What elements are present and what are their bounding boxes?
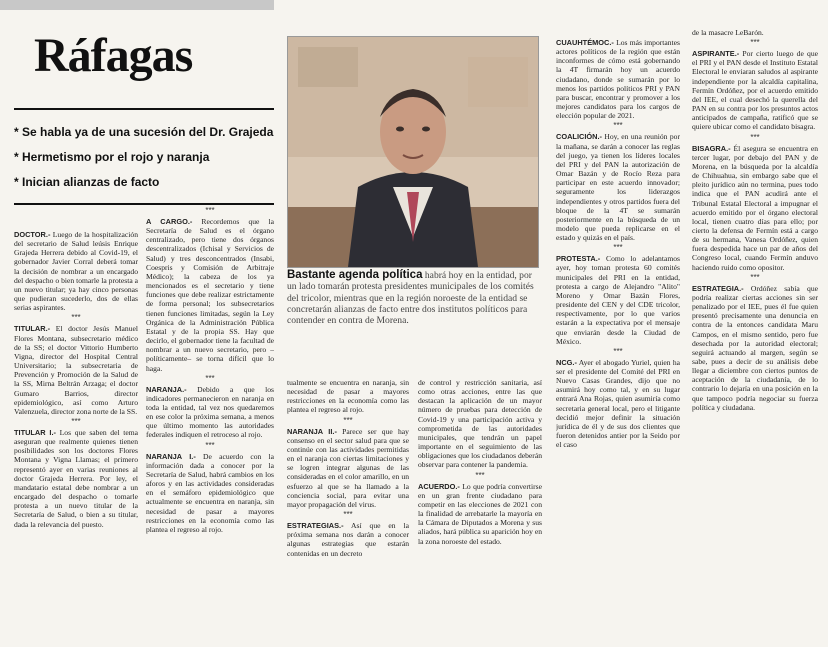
separator: *** xyxy=(205,440,215,450)
masthead-bar xyxy=(0,0,274,10)
column-5 xyxy=(556,38,680,640)
para-doctor: Luego de la hospitalización del secretario de Salud leúsis Enrique Grajeda Herrera debido al Covid-19, el gobernador Javier Corral deberá tomar la decisión de nombrar a un encargado del despacho o bien tomarle la protesta a un nuevo titular; ya hay cinco personas que pudieran sucederlo, dos de ellas serias aspirantes. xyxy=(14,230,138,313)
bullet-3: * Inician alianzas de facto xyxy=(14,175,160,189)
para-naranja: Debido a que los indicadores permanecieron en naranja en toda la entidad, tal vez nos quedaremos en ese color la próxima semana, a menos que último momento las autoridades federales indiquen el retroceso al rojo. xyxy=(146,384,274,440)
kw-ncg: NCG.- xyxy=(556,357,577,367)
politician-photo xyxy=(287,36,539,268)
kw-aspirante: ASPIRANTE.- xyxy=(692,49,740,59)
para-acuerdo: Lo que podría convertirse en un gran frente ciudadano para competir en las elecciones de 2021 con la finalidad de arrebatarle la mayoría en la Cámara de Diputados a Morena y sus aliados, hará pública su aparición hoy en la zona noroeste del estado. xyxy=(418,481,542,546)
separator: *** xyxy=(71,416,81,426)
para-naranja-ii: Parece ser que hay consenso en el sector salud para que se continúe con las actividades permitidas en el naranja con ciertas limitaciones y se logren integrar algunas de las consideradas en el color amarillo, en un esfuerzo al que se ha llamado a la conciencia social, para evitar una mayor propagación del virus. xyxy=(287,426,409,509)
caption-text: habrá hoy en la entidad, por un lado tomarán protesta presidentes municipales de los comités del tricolor, mientras que en la región noroeste de la entidad se concretarán alianzas de facto entre dos institutos políticos para contender en contra de Morena. xyxy=(287,270,534,327)
separator: *** xyxy=(205,373,215,383)
column-3 xyxy=(287,378,409,640)
kw-acuerdo: ACUERDO.- xyxy=(418,481,460,491)
separator: *** xyxy=(343,510,353,520)
kw-naranja-i: NARANJA I.- xyxy=(146,451,196,461)
para-protesta: Como lo adelantamos ayer, hoy toman protesta 60 comités municipales del PRI en la entidad, protesta a cargo de Alejandro "Alito" Moreno y Omar Bazán Flores, presidente del CEN y del CDE tricolor, respectivamente, por lo que varios estarán a la expectativa por el mensaje que enviarán desde la Ciudad de México. xyxy=(556,254,680,346)
kw-doctor: DOCTOR.- xyxy=(14,230,51,239)
bullet-2: * Hermetismo por el rojo y naranja xyxy=(14,150,210,164)
bullet-list xyxy=(14,120,274,195)
separator: *** xyxy=(71,313,81,323)
kw-protesta: PROTESTA.- xyxy=(556,254,601,264)
photo-caption xyxy=(287,270,539,326)
kw-cuauhtemoc: CUAUHTÉMOC.- xyxy=(556,38,614,47)
separator: *** xyxy=(750,38,760,48)
para-naranja-i: De acuerdo con la información dada a conocer por la Secretaría de Salud, habrá cambios en los aforos y en las actividades consideradas en el semáforo epidemiológico que actualmente se encuentra en naranja, sin necesidad de pasar a mayores restricciones en la economía como las plantea el regreso al rojo. xyxy=(146,451,274,534)
kw-naranja: NARANJA.- xyxy=(146,384,187,394)
para-lebaron: de la masacre LeBarón. xyxy=(692,28,764,37)
para-titular: El doctor Jesús Manuel Flores Montana, subsecretario médico de la SS; el doctor Vittorio Humberto Vigna, director del Hospital Central Universitario; la subsecretaria de Prevención y Promoción de la Salud de la SS, Mirna Beltrán Arzaga; el doctor Gumaro Barrios, director epidemiológico, así como Arturo Valenzuela, director zona norte de la SS. xyxy=(14,324,138,416)
para-coalicion: Hoy, en una reunión por la mañana, se darán a conocer las reglas del juego, ya tienen los líderes locales del PRI y del PAN la autorización de Omar Bazán y de Rocío Reza para participar en este acuerdo innovador; seguramente los liderazgos independientes y otros partidos fuera del bloque de la 4T se sumarán posteriormente en la búsqueda de un modelo que pueda replicarse en el estado y quizás en el país. xyxy=(556,132,680,243)
photo-illustration xyxy=(288,37,538,267)
caption-lead: Bastante agenda política xyxy=(287,269,423,281)
para-aspirante: Por cierto luego de que el PRI y el PAN desde el Instituto Estatal Electoral le enviaran saludos al aspirante independiente por la alcaldía capitalina, Fermín Ordóñez, por el acuerdo emitido del IEE, el cual desechó la querella del PAN en su contra por los presuntos actos anticipados de campaña, ratificó que se quiere ubicar como el candidato bisagra. xyxy=(692,49,818,132)
separator: *** xyxy=(613,346,623,356)
kw-coalicion: COALICIÓN.- xyxy=(556,132,602,142)
kw-a-cargo: A CARGO.- xyxy=(146,217,193,226)
kw-titular: TITULAR.- xyxy=(14,324,51,334)
para-estrategia: Ordóñez sabía que podría realizar ciertas acciones sin ser penalizado por el IEE, pues él fue quien presentó precisamente una denuncia en contra de la entonces candidata Maru Campos, en el mismo sentido, pero fue desechada por la autoridad electoral; seguirá actuando al margen, según se sabe, pues a decir de su análisis debe llegar a diciembre con ciertos puntos de aceptación de la ciudadanía, de lo contrario lo dejaría en una posición en la que tampoco podría negociar su fuerza política y ciudadana. xyxy=(692,283,818,412)
para-control: de control y restricción sanitaria, así como otras acciones, entre las que destacan la aplicación de un mayor número de pruebas para detección de Covid-19 y una participación activa y comprometida de las autoridades municipales, que tendrán un papel importante en el seguimiento de las obligaciones que los ciudadanos deberán observar para contener la pandemia. xyxy=(418,378,542,470)
para-cuauhtemoc: Los más importantes actores políticos de la región que están inconformes de cómo está gobernando la 4T firmarán hoy un acuerdo ciudadano, donde se sumarán por lo menos los partidos políticos PRI y PAN para buscar, encontrar y promover a los mejores candidatos para los cargos de elección popular de 2021. xyxy=(556,38,680,121)
title-rule xyxy=(14,108,274,110)
para-estrategias: Así que en la próxima semana nos darán a conocer algunas estrategias que estarán contenidas en un decreto xyxy=(287,521,409,558)
kw-estrategias: ESTRATEGIAS.- xyxy=(287,521,344,531)
kw-titular-i: TITULAR I.- xyxy=(14,427,56,437)
para-a-cargo: Recordemos que la Secretaría de Salud es el órgano centralizado, pero tiene dos órganos descentralizados (Ichisal y Servicios de Salud) y tres desconcentrados (Insabi, Coespris y Comisión de Arbitraje Médico); la cabeza de los ya mencionados es el secretario y tiene funciones que debe realizar estrictamente de forma personal; los subsecretarios tienen funciones limitadas, según la Ley Orgánica de la Administración Pública Estatal y de la propia SS. Hay que decirlo, el gobernador tiene la facultad de nombrar a un nuevo secretario, pero –políticamente– se torna difícil que lo haga. xyxy=(146,217,274,373)
separator: *** xyxy=(613,243,623,253)
kw-estrategia: ESTRATEGIA.- xyxy=(692,283,744,293)
column-4 xyxy=(418,378,542,640)
column-2 xyxy=(146,206,274,640)
separator: *** xyxy=(613,121,623,131)
para-continued: tualmente se encuentra en naranja, sin necesidad de pasar a mayores restricciones en la economía como las plantea el regreso al rojo. xyxy=(287,378,409,415)
separator: *** xyxy=(343,415,353,425)
separator: *** xyxy=(475,470,485,480)
bullets-rule xyxy=(14,203,274,205)
column-title: Ráfagas xyxy=(34,29,193,82)
column-1 xyxy=(14,230,138,640)
kw-naranja-ii: NARANJA II.- xyxy=(287,426,337,436)
para-bisagra: Él asegura se encuentra en tercer lugar, por debajo del PAN y de Morena, en la búsqueda por la alcaldía de Chihuahua, sin embargo sabe que el pleito jurídico aún no termina, pues todo indica que el PAN acudirá ante el Tribunal Estatal Electoral a impugnar el acuerdo emitido por el órgano electoral local, tienen cuatro días para ello; por cierto la defensa de Fermín está a cargo de su hermana, Vanesa Ordóñez, quien fuera despedida hace un par de años del Congreso local, cuando Fermín anduvo haciendo ruido como opositor. xyxy=(692,143,818,272)
column-6 xyxy=(692,28,818,640)
para-ncg: Ayer el abogado Yuriel, quien ha ser el presidente del Comité del PRI en Nuevo Casas Grandes, dijo que no asumirá hoy como tal, y en su lugar entrará Ana Rojas, quien asumiría como secretaria general local, pero el litigante decidió mejor definir la situación jurídica de él y de sus dos clientes que fueron detenidos antier por la Seido por el caso xyxy=(556,357,680,450)
separator: *** xyxy=(750,132,760,142)
separator: *** xyxy=(750,272,760,282)
bullet-1: * Se habla ya de una sucesión del Dr. Grajeda xyxy=(14,125,274,139)
separator: *** xyxy=(205,206,215,215)
kw-bisagra: BISAGRA.- xyxy=(692,143,731,153)
para-titular-i: Los que saben del tema aseguran que realmente quienes tienen posibilidades son los doctores Flores Montana y Vigna Llamas; el primero representó ayer en varias reuniones al doctor Grajeda Herrera. Por ley, el mandatario estatal debe nombrar a un encargado del despacho o tomarle protesta a un nuevo titular de la Secretaría de Salud, o bien a su titular, dada la relevancia del puesto. xyxy=(14,427,138,529)
